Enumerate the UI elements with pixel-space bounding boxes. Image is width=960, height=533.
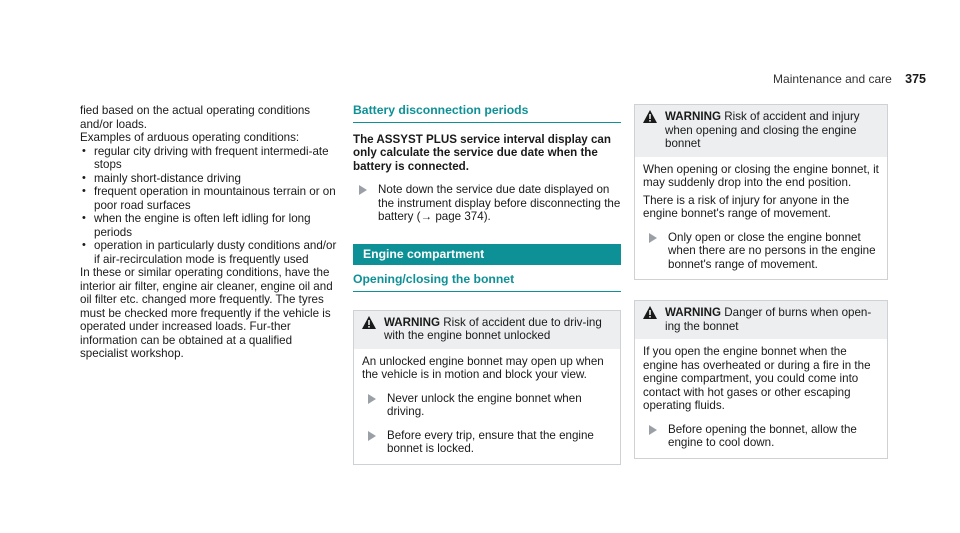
warning-title: Risk of accident due to driv-ing with the engine bonnet unlocked <box>384 315 602 342</box>
warning-label: WARNING <box>665 306 722 319</box>
step-text: Before every trip, ensure that the engine bonnet is locked. <box>387 428 594 455</box>
warning-box <box>353 310 621 465</box>
conditions-list <box>80 145 342 267</box>
warning-header <box>635 105 887 157</box>
warning-title: Danger of burns when open-ing the bonnet <box>665 306 872 333</box>
warning-text: An unlocked engine bonnet may open up when the vehicle is in motion and block your view. <box>362 354 604 381</box>
warning-body <box>354 349 620 464</box>
bonnet-heading-rule <box>353 273 621 292</box>
list-item: • frequent operation in mountainous terrain or on poor road surfaces <box>80 185 342 212</box>
bonnet-heading: Opening/closing the bonnet <box>353 272 515 286</box>
list-item: • regular city driving with frequent intermedi-ate stops <box>80 145 342 172</box>
step-text: Note down the service due date displayed on the instrument display before disconnecting the battery (→ page 374). <box>378 183 621 223</box>
warning-header <box>354 311 620 349</box>
step-text: Before opening the bonnet, allow the engine to cool down. <box>668 422 857 449</box>
page-number: 375 <box>905 72 926 86</box>
paragraph-examples-intro: Examples of arduous operating conditions: <box>80 131 300 144</box>
column-2 <box>353 104 621 465</box>
warning-step <box>362 392 612 419</box>
engine-compartment-bar: Engine compartment <box>353 244 621 266</box>
warning-body <box>635 339 887 458</box>
warning-title: Risk of accident and injury when opening and closing the engine bonnet <box>665 110 860 150</box>
warning-step <box>643 423 879 450</box>
column-3 <box>634 104 888 459</box>
warning-step <box>362 429 612 456</box>
step-arrow-icon <box>649 425 657 435</box>
warning-text: There is a risk of injury for anyone in the engine bonnet's range of movement. <box>643 193 850 220</box>
warning-label: WARNING <box>665 110 722 123</box>
battery-heading-rule <box>353 104 621 123</box>
battery-heading: Battery disconnection periods <box>353 103 529 117</box>
step-arrow-icon <box>359 185 367 195</box>
list-item: • operation in particularly dusty conditions and/or if air-recirculation mode is frequently used <box>80 239 342 266</box>
step-text: Only open or close the engine bonnet when there are no persons in the engine bonnet's range of movement. <box>668 230 876 271</box>
battery-step <box>353 183 621 224</box>
warning-triangle-icon <box>643 306 657 319</box>
warning-label: WARNING <box>384 315 441 329</box>
warning-header <box>635 301 887 339</box>
warning-text: If you open the engine bonnet when the engine has overheated or during a fire in the engine compartment, you could come into contact with hot gases or other escaping operating fluids. <box>643 345 871 412</box>
column-1 <box>80 104 342 361</box>
page-header <box>773 73 926 87</box>
warning-box <box>634 300 888 459</box>
warning-text: When opening or closing the engine bonnet, it may suddenly drop into the end position. <box>643 162 879 189</box>
step-arrow-icon <box>368 394 376 404</box>
warning-triangle-icon <box>643 110 657 123</box>
warning-body <box>635 157 887 280</box>
step-text: Never unlock the engine bonnet when driving. <box>387 391 582 418</box>
battery-note: The ASSYST PLUS service interval display can only calculate the service due date when the battery is connected. <box>353 132 611 173</box>
section-title: Maintenance and care <box>773 72 892 86</box>
list-item: • mainly short-distance driving <box>80 172 342 186</box>
list-item: • when the engine is often left idling for long periods <box>80 212 342 239</box>
warning-triangle-icon <box>362 316 376 329</box>
step-arrow-icon <box>649 233 657 243</box>
step-arrow-icon <box>368 431 376 441</box>
warning-box <box>634 104 888 280</box>
warning-step <box>643 231 879 272</box>
paragraph-maintenance: In these or similar operating conditions, have the interior air filter, engine air cleaner, engine oil and oil filter etc. changed more frequently. The tyres must be checked more frequently if the vehicle is operated under increased loads. Fur-ther information can be obtained at a qualified specialist workshop. <box>80 266 333 360</box>
paragraph-continued: fied based on the actual operating conditions and/or loads. <box>80 104 311 131</box>
